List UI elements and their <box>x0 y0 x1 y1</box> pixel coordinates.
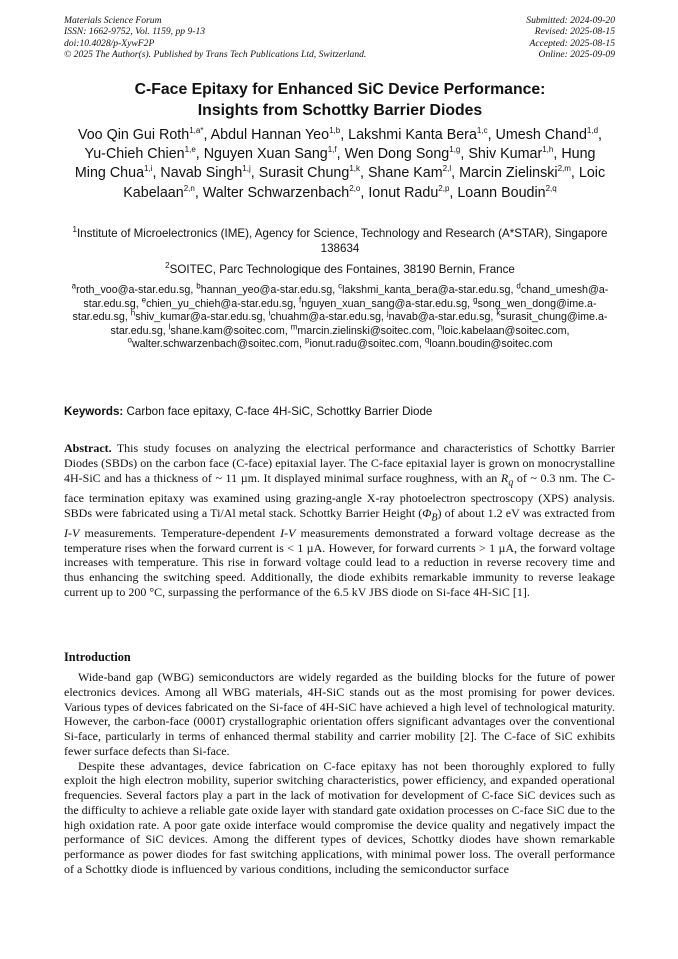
author-name: Surasit Chung <box>258 165 350 182</box>
author-name: Shiv Kumar <box>468 146 543 163</box>
iv-term: I-V <box>64 525 80 540</box>
author-sup: 2,n <box>183 183 195 193</box>
email-sup: q <box>424 335 430 345</box>
email <box>71 281 191 296</box>
author-sup: 2,l <box>442 164 452 174</box>
author-name: Walter Schwarzenbach <box>202 184 350 201</box>
author <box>160 165 250 181</box>
author-name: Shane Kam <box>367 165 443 182</box>
email-sup: k <box>496 308 501 318</box>
author-name: Ionut Radu <box>368 184 439 201</box>
email-address: walter.schwarzenbach@soitec.com <box>131 338 300 351</box>
accepted-date: Accepted: 2025-08-15 <box>529 37 615 49</box>
email-sup: f <box>299 295 302 305</box>
author-name: Hung Ming Chua <box>74 146 596 182</box>
author-sup: 1,a* <box>189 126 204 136</box>
author <box>203 185 361 201</box>
phi-symbol: Φ <box>422 505 432 520</box>
author <box>368 185 449 201</box>
paper-title <box>64 80 616 121</box>
email-address: lakshmi_kanta_bera@a-star.edu.sg <box>342 284 511 296</box>
issn: ISSN: 1662-9752, Vol. 1159, pp 9-13 <box>64 26 206 38</box>
email-sup: a <box>71 281 77 291</box>
author <box>468 146 553 162</box>
email-address: hannan_yeo@a-star.edu.sg <box>200 284 333 296</box>
email <box>168 322 285 337</box>
intro-paragraph-2: Despite these advantages, device fabrication on C-face epitaxy has not been thoroughly explored to fully exploit the high electron mobility, superior switching characteristics, power efficiency, and expanded operational frequencies. Several factors play a part in the lack of motivation for development of C-face SiC devices such as the difficulty to achieve a reliable gate oxide layer with standard gate oxidation processes on C-face SiC due to the high oxidation rate. A poor gate oxide interface would compromise the device quality and negatively impact the performance of SiC devices. Among the different types of devices, Schottky diodes have shown remarkable performance as power diodes for fast switching applications, with minimal power loss. The overall performance of a Schottky diode is influenced by various conditions, including the semiconductor surface <box>64 758 615 876</box>
email-address: loann.boudin@soitec.com <box>429 338 553 351</box>
email-address: chand_umesh@a-star.edu.sg <box>83 284 609 310</box>
email-sup: c <box>338 281 343 291</box>
email-sup: l <box>168 322 171 332</box>
author <box>259 165 360 181</box>
abstract-text: of ~ 0.3 nm. The C-face termination epitaxy was examined using grazing-angle X-ray photoelectron spectroscopy (XPS) analysis. SBDs were fabricated using a Ti/Al metal stack. Schottky Barrier Height ( <box>64 470 615 520</box>
email-list: $^a$roth_voo@a-star.edu.sg, $^b$hannan_yeo@a-star.edu.sg, $^c$lakshmi_kanta_bera@a-star.edu.sg, $^d$chand_umesh@a-star.edu.sg, $^e$chien_yu_chieh@a-star.edu.sg, $^f$nguyen_xuan_sang@a-star.edu.sg, $^g$song_wen_dong@ime.a-star.edu.sg, $^h$shiv_kumar@a-star.edu.sg, $^i$chuahm@a-star.edu.sg, $^j$navab@a-star.edu.sg, $^k$surasit_chung@ime.a-star.edu.sg, $^l$shane.kam@soitec.com, $^m$marcin.zielinski@soitec.com, $^n$loic.kabelaan@soitec.com, $^o$walter.schwarzenbach@soitec.com, $^p$ionut.radu@soitec.com, $^q$loann.boudin@soitec.com <box>71 281 609 351</box>
author-name: Navab Singh <box>160 165 243 182</box>
author-name: Abdul Hannan Yeo <box>210 127 330 143</box>
email-sup: b <box>196 281 201 291</box>
author <box>457 185 556 201</box>
author-name: Umesh Chand <box>495 127 587 143</box>
email <box>299 295 468 310</box>
author <box>211 127 341 143</box>
email-sup: p <box>305 335 310 345</box>
doi: doi:10.4028/p-XywF2P <box>64 37 155 49</box>
author-sup: 1,j <box>242 164 251 174</box>
author-sup: 1,f <box>327 145 337 155</box>
abstract-text: This study focuses on analyzing the electrical performance and characteristics of Schottky Barrier Diodes (SBDs) on the carbon face (C-face) epitaxial layer. The C-face epitaxial layer is grown on monocrystalline 4H-SiC and has a thickness of ~ 11 µm. It displayed minimal surface roughness, with an <box>64 441 615 485</box>
email-address: marcin.zielinski@soitec.com <box>297 324 432 337</box>
author-name: Marcin Zielinski <box>459 165 558 182</box>
author-name: Loann Boudin <box>457 184 546 201</box>
email <box>424 335 553 351</box>
email <box>141 295 294 310</box>
email-sup: e <box>141 295 147 305</box>
email <box>290 322 432 337</box>
email-address: navab@a-star.edu.sg <box>388 311 491 324</box>
author-sup: 2,q <box>545 183 557 193</box>
affiliation-1 <box>64 226 616 256</box>
title-line-1: C-Face Epitaxy for Enhanced SiC Device Performance: <box>134 81 546 98</box>
rq-subscript: q <box>508 476 514 488</box>
email-sup: n <box>437 322 443 332</box>
author-sup: 1,i <box>144 164 153 174</box>
email-sup: j <box>386 308 389 318</box>
author-sup: 1,k <box>349 164 360 174</box>
affiliation-2-text: SOITEC, Parc Technologique des Fontaines, 38190 Bernin, France <box>169 263 515 276</box>
rq-symbol: R <box>500 470 509 485</box>
author-name: Wen Dong Song <box>344 146 450 163</box>
affiliation-2-sup: 2 <box>165 261 170 271</box>
email-address: chuahm@a-star.edu.sg <box>270 311 381 324</box>
author <box>348 127 487 143</box>
email <box>268 308 381 324</box>
email-address: shane.kam@soitec.com <box>170 324 285 337</box>
email-sup: o <box>127 335 132 345</box>
introduction-body <box>64 670 615 877</box>
email-sup: i <box>268 308 271 318</box>
journal-name: Materials Science Forum <box>64 15 162 26</box>
abstract-text: measurements demonstrated a forward voltage decrease as the temperature rises when the forward current is < 1 µA. However, for forward currents > 1 µA, the forward voltage increases with temperature. This rise in forward voltage could lead to a reduction in reverse recovery time and thus enhancing the switching speed. Additionally, the diode exhibits remarkable immunity to reverse leakage current up to 200 °C, surpassing the performance of the 6.5 kV JBS diode on Si-face 4H-SiC [1]. <box>64 525 615 599</box>
author <box>345 146 461 162</box>
email-sup: m <box>290 322 298 332</box>
revised-date: Revised: 2025-08-15 <box>534 26 615 38</box>
email-address: shiv_kumar@a-star.edu.sg <box>135 311 263 324</box>
author-name: Loic Kabelaan <box>123 165 606 201</box>
author-sup: 1,h <box>542 145 554 155</box>
intro-text: crystallographic orientation offers significant advantages over the conventional Si-face, particularly in terms of enhanced thermal stability and carrier mobility [2]. The C-face of SiC exhibits fewer surface defects than Si-face. <box>64 714 616 758</box>
author-sup: 1,g <box>449 145 461 155</box>
online-date: Online: 2025-09-09 <box>538 48 615 60</box>
keywords-text: Carbon face epitaxy, C-face 4H-SiC, Schottky Barrier Diode <box>126 405 433 418</box>
author-sup: 1,d <box>586 126 599 136</box>
affiliation-1-text: Institute of Microelectronics (IME), Agency for Science, Technology and Research (A*STAR), Singapore 138634 <box>76 227 608 255</box>
author-sup: 2,p <box>438 183 450 193</box>
copyright: © 2025 The Author(s). Published by Trans Tech Publications Ltd, Switzerland. <box>64 48 367 60</box>
publication-dates <box>526 15 615 60</box>
introduction-heading: Introduction <box>64 650 131 664</box>
intro-paragraph-1 <box>64 670 615 759</box>
author-list: Voo Qin Gui Roth$^{1,a*}$, Abdul Hannan Yeo$^{1,b}$, Lakshmi Kanta Bera$^{1,c}$, Umesh Chand$^{1,d}$, Yu-Chieh Chien$^{1,e}$, Nguyen Xuan Sang$^{1,f}$, Wen Dong Song$^{1,g}$, Shiv Kumar$^{1,h}$, Hung Ming Chua$^{1,i}$, Navab Singh$^{1,j}$, Surasit Chung$^{1,k}$, Shane Kam$^{2,l}$, Marcin Zielinski$^{2,m}$, Loic Kabelaan$^{2,n}$, Walter Schwarzenbach$^{2,o}$, Ionut Radu$^{2,p}$, Loann Boudin$^{2,q}$ <box>74 126 606 201</box>
author <box>496 127 599 143</box>
abstract-text: ) of about 1.2 eV was extracted from <box>437 505 615 520</box>
iv-term: I-V <box>280 525 296 540</box>
email <box>437 322 567 337</box>
author-name: Lakshmi Kanta Bera <box>348 127 477 143</box>
affiliation-2 <box>64 262 616 277</box>
miller-index: (0001̄) <box>193 714 226 729</box>
keywords-label: Keywords: <box>64 405 124 418</box>
submitted-date: Submitted: 2024-09-20 <box>526 15 615 26</box>
author-name: Voo Qin Gui Roth <box>77 127 190 143</box>
phi-subscript: B <box>431 511 438 523</box>
email <box>305 335 419 351</box>
author <box>84 146 195 162</box>
author <box>459 165 571 181</box>
author-sup: 2,m <box>557 164 571 174</box>
email <box>130 308 263 324</box>
author <box>78 127 204 143</box>
author-name: Nguyen Xuan Sang <box>203 146 328 163</box>
email-address: surasit_chung@ime.a-star.edu.sg <box>110 311 608 337</box>
author-name: Yu-Chieh Chien <box>84 146 185 163</box>
author <box>368 165 451 181</box>
email-address: roth_voo@a-star.edu.sg <box>76 284 191 296</box>
email <box>196 281 333 296</box>
author-sup: 1,e <box>184 145 196 155</box>
title-line-2: Insights from Schottky Barrier Diodes <box>197 101 483 119</box>
abstract-text: measurements. Temperature-dependent <box>79 525 281 540</box>
email-sup: g <box>473 295 478 305</box>
email-address: song_wen_dong@ime.a-star.edu.sg <box>72 297 597 324</box>
email-address: ionut.radu@soitec.com <box>309 338 419 351</box>
journal-info <box>64 15 366 60</box>
author-sup: 1,b <box>329 126 341 136</box>
affiliation-1-sup: 1 <box>72 225 77 235</box>
abstract <box>64 441 615 600</box>
keywords <box>64 404 624 419</box>
author <box>204 146 337 162</box>
email-address: chien_yu_chieh@a-star.edu.sg <box>146 297 294 310</box>
intro-text: Wide-band gap (WBG) semiconductors are widely regarded as the building blocks for the future of power electronics devices. Among all WBG materials, 4H-SiC stands out as the most promising for power devices. Various types of devices fabricated on the Si-face of 4H-SiC have achieved a high level of technological maturity. However, the carbon-face <box>64 670 615 729</box>
author-sup: 1,c <box>476 126 488 136</box>
email <box>338 281 511 296</box>
email-sup: h <box>130 308 136 318</box>
email-address: nguyen_xuan_sang@a-star.edu.sg <box>301 297 468 310</box>
email-sup: d <box>516 281 521 291</box>
abstract-label: Abstract. <box>64 441 112 455</box>
email <box>127 335 300 351</box>
author-sup: 2,o <box>349 183 361 193</box>
email-address: loic.kabelaan@soitec.com <box>442 324 567 337</box>
